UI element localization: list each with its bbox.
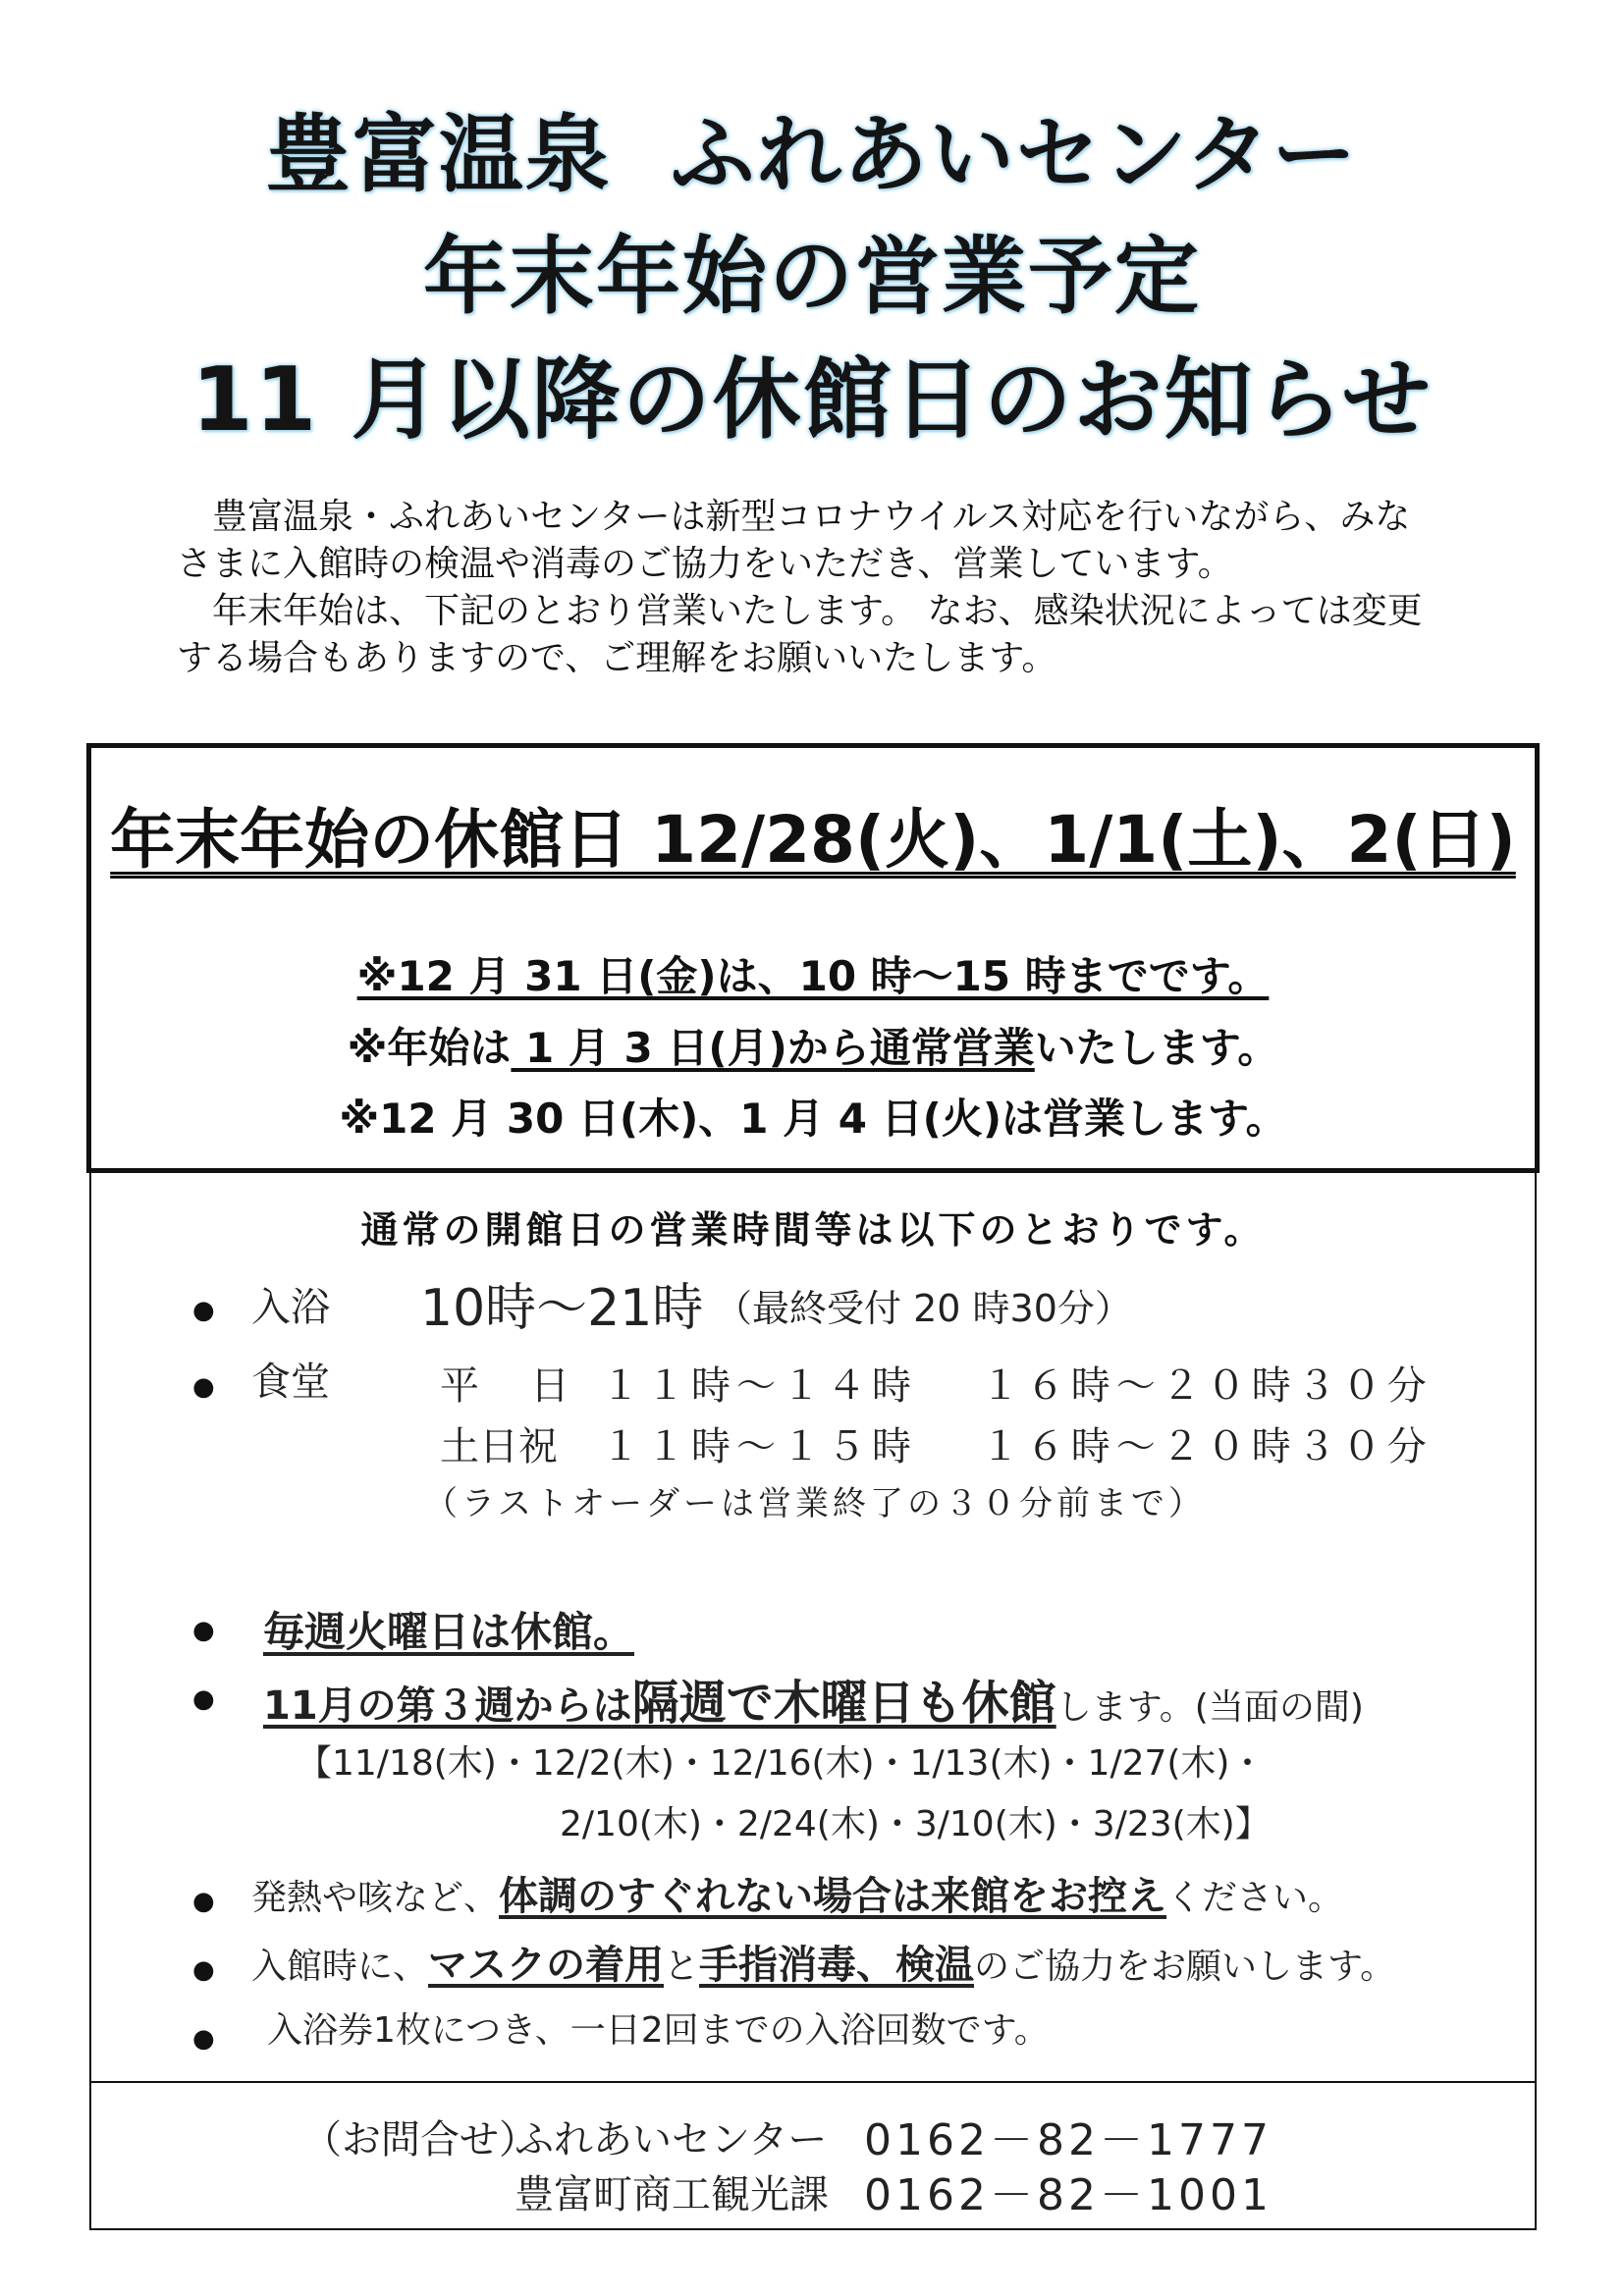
weekday-time: １１時～１４時 １６時～２０時３０分 bbox=[601, 1363, 1433, 1409]
last-order-note: （ラストオーダーは営業終了の３０分前まで） bbox=[424, 1484, 1206, 1523]
title-line-1 bbox=[0, 86, 1624, 208]
bath-time: 10時～21時 bbox=[420, 1279, 704, 1338]
bath-label: 入浴 bbox=[251, 1285, 330, 1330]
closed-dates-line-2: 2/10(木)・2/24(木)・3/10(木)・3/23(木)】 bbox=[560, 1804, 1271, 1844]
footer-divider bbox=[89, 2081, 1537, 2083]
ticket-notice: 入浴券1枚につき、一日2回までの入浴回数です。 bbox=[267, 2010, 1050, 2051]
weekend-label: 土日祝 bbox=[440, 1424, 558, 1469]
bullet-icon: ● bbox=[192, 2024, 215, 2054]
note-new-year: ※年始は 1 月 3 日(月)から通常営業いたします。 bbox=[347, 1024, 1279, 1072]
weekend-time: １１時～１５時 １６時～２０時３０分 bbox=[601, 1424, 1433, 1469]
bullet-icon: ● bbox=[192, 1616, 215, 1645]
note-open-days: ※12 月 30 日(木)、1 月 4 日(火)は営業します。 bbox=[339, 1095, 1287, 1143]
contact-phone-2: 0162－82－1001 bbox=[864, 2170, 1272, 2220]
dining-label: 食堂 bbox=[251, 1360, 330, 1405]
bullet-icon: ● bbox=[192, 1296, 215, 1325]
contact-label: （お問合せ） bbox=[302, 2117, 538, 2163]
closed-days-box bbox=[86, 743, 1540, 1173]
intro-paragraph bbox=[177, 494, 1483, 682]
bullet-icon: ● bbox=[192, 1887, 215, 1916]
title-line-2: 年末年始の営業予定 bbox=[423, 228, 1201, 326]
tuesday-notice: 毎週火曜日は休館。 bbox=[263, 1608, 635, 1656]
intro-line: 年末年始は、下記のとおり営業いたします。 なお、感染状況によっては変更 bbox=[177, 591, 1423, 631]
closed-days-heading: 年末年始の休館日 12/28(火)、1/1(土)、2(日) bbox=[110, 802, 1516, 878]
hours-heading: 通常の開館日の営業時間等は以下のとおりです。 bbox=[360, 1208, 1266, 1252]
mask-notice: 入館時に、マスクの着用と手指消毒、検温のご協力をお願いします。 bbox=[251, 1943, 1396, 1988]
contact-name-2: 豊富町商工観光課 bbox=[514, 2172, 829, 2217]
intro-line: 豊富温泉・ふれあいセンターは新型コロナウイルス対応を行いながら、みな bbox=[177, 497, 1411, 537]
intro-line: する場合もありますので、ご理解をお願いいたします。 bbox=[177, 638, 1057, 678]
note-dec31: ※12 月 31 日(金)は、10 時～15 時までです。 bbox=[356, 952, 1270, 1000]
bath-note: （最終受付 20 時30分） bbox=[715, 1287, 1132, 1330]
thursday-notice: 11月の第３週からは隔週で木曜日も休館します。(当面の間) bbox=[263, 1676, 1364, 1731]
contact-phone-1: 0162－82－1777 bbox=[864, 2115, 1272, 2165]
intro-line: さまに入館時の検温や消毒のご協力をいただき、営業しています。 bbox=[177, 544, 1233, 584]
title-line-3: 11 月以降の休館日のお知らせ bbox=[191, 348, 1433, 452]
contact-name-1: ふれあいセンター bbox=[514, 2117, 828, 2163]
bullet-icon: ● bbox=[192, 1955, 215, 1985]
title-center: ふれあいセンター bbox=[670, 106, 1359, 204]
fever-notice: 発熱や咳など、体調のすぐれない場合は来館をお控えください。 bbox=[251, 1874, 1344, 1919]
bullet-icon: ● bbox=[192, 1684, 215, 1714]
weekday-label: 平 日 bbox=[440, 1363, 575, 1409]
title-onsen: 豊富温泉 bbox=[265, 106, 612, 204]
bullet-icon: ● bbox=[192, 1372, 215, 1402]
closed-dates-line-1: 【11/18(木)・12/2(木)・12/16(木)・1/13(木)・1/27(木)・ bbox=[297, 1743, 1266, 1784]
